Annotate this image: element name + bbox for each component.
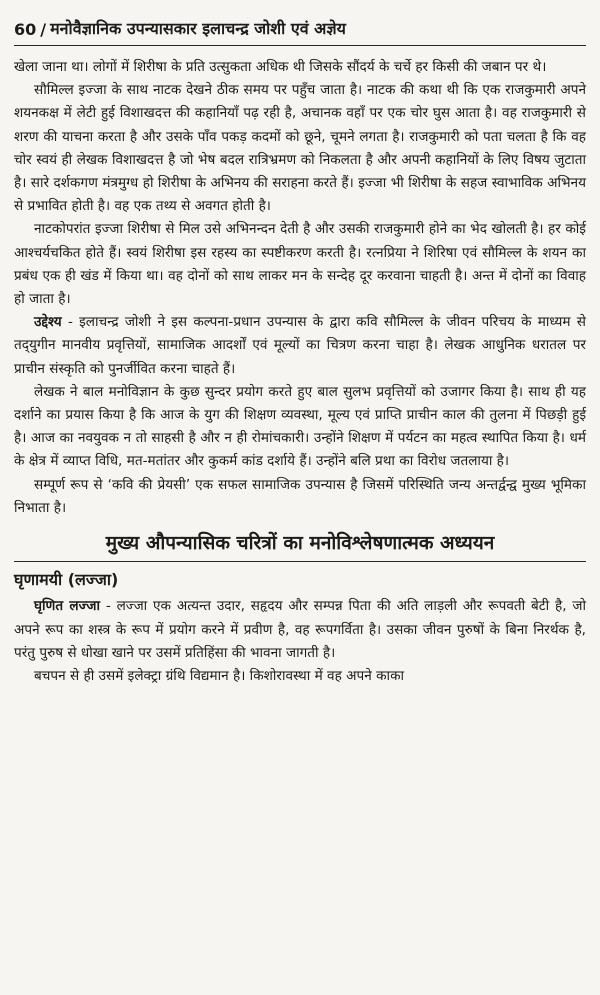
paragraph-ending	[14, 218, 586, 311]
paragraph-text: सौमिल्ल इज्जा के साथ नाटक देखने ठीक समय पर पहुँच जाता है। नाटक की कथा थी कि एक राजकुमारी अपने शयनकक्ष में लेटी हुई विशाखदत्त की कहानियाँ पढ़ रही है, अचानक वहाँ पर एक चोर घुस आता है। वह राजकुमारी से शरण की याचना करता है और उसके पाँव पकड़ कदमों को छूने, चूमने लगता है। राजकुमारी को पता चलता है कि वह चोर स्वयं ही लेखक विशाखदत्त है जो भेष बदल रात्रिभ्रमण को निकलता है और अपनी कहानियों के लिए विषय जुटाता है। सारे दर्शकगण मंत्रमुग्ध हो शिरीषा के अभिनय की सराहना करते हैं। इज्जा भी शिरीषा के सहज स्वाभाविक अभिनय से प्रभावित होती है। वह एक तथ्य से अवगत होती है।	[14, 82, 586, 215]
paragraph-text: बचपन से ही उसमें इलेक्ट्रा ग्रंथि विद्यमान है। किशोरावस्था में वह अपने काका	[34, 668, 405, 685]
section-title: मुख्य औपन्यासिक चरित्रों का मनोविश्लेषणात्मक अध्ययन	[14, 532, 586, 562]
sub-heading: घृणामयी (लज्जा)	[14, 570, 119, 590]
paragraph-lajja	[14, 595, 586, 665]
paragraph-childhood	[14, 665, 586, 688]
paragraph-continued	[14, 56, 586, 79]
paragraph-lead: उद्देश्य	[34, 314, 62, 331]
paragraph-text: - लज्जा एक अत्यन्त उदार, सहृदय और सम्पन्न पिता की अति लाड़ली और रूपवती बेटी है, जो अपने रूप का शस्त्र के रूप में प्रयोग करने में प्रवीण है, वह रूपगर्विता है। उसका जीवन पुरुषों के बिना निरर्थक है, परंतु पुरुष से धोखा खाने पर उसमें प्रतिहिंसा की भावना जागती है।	[14, 598, 586, 661]
running-title: मनोवैज्ञानिक उपन्यासकार इलाचन्द्र जोशी एवं अज्ञेय	[50, 19, 346, 38]
page-header	[14, 0, 586, 46]
paragraph-psychology	[14, 381, 586, 474]
paragraph-lead: घृणित लज्जा	[34, 598, 100, 615]
paragraph-text: खेला जाना था। लोगों में शिरीषा के प्रति उत्सुकता अधिक थी जिसके सौंदर्य के चर्चे हर किसी की जबान पर थे।	[14, 59, 547, 75]
header-separator: /	[40, 20, 47, 39]
paragraph-text: सम्पूर्ण रूप से ‘कवि की प्रेयसी’ एक सफल सामाजिक उपन्यास है जिसमें परिस्थिति जन्य अन्तर्द्वन्द्व मुख्य भूमिका निभाता है।	[14, 476, 586, 516]
paragraph-purpose	[14, 311, 586, 381]
page-number: 60	[14, 20, 37, 39]
paragraph-plot	[14, 79, 586, 218]
paragraph-text: नाटकोपरांत इज्जा शिरीषा से मिल उसे अभिनन्दन देती है और उसकी राजकुमारी होने का भेद खोलती है। हर कोई आश्चर्यचकित होते हैं। स्वयं शिरीषा इस रहस्य का स्पष्टीकरण करती है। रत्नप्रिया ने शिरिषा एवं सौमिल्ल के शयन का प्रबंध एक ही खंड में किया था। वह दोनों को साथ लाकर मन के सन्देह दूर करवाना चाहती है। अन्त में दोनों का विवाह हो जाता है।	[14, 221, 586, 308]
page-body	[14, 46, 586, 688]
paragraph-text: - इलाचन्द्र जोशी ने इस कल्पना-प्रधान उपन्यास के द्वारा कवि सौमिल्ल के जीवन परिचय के माध्यम से तद्‌युगीन मानवीय प्रवृत्तियों, सामाजिक आदर्शों एवं मूल्यों का चित्रण करना चाहा है। लेखक आधुनिक धरातल पर प्राचीन संस्कृति को पुनर्जीवित करना चाहते हैं।	[14, 314, 586, 377]
paragraph-conclusion	[14, 474, 586, 520]
paragraph-text: लेखक ने बाल मनोविज्ञान के कुछ सुन्दर प्रयोग करते हुए बाल सुलभ प्रवृत्तियों को उजागर किया है। साथ ही यह दर्शाने का प्रयास किया है कि आज के युग की शिक्षण व्यवस्था, मूल्य एवं प्राप्ति प्राचीन काल की तुलना में पिछड़ी हुई है। आज का नवयुवक न तो साहसी है और न ही रोमांचकारी। उन्होंने शिक्षण में पर्यटन का महत्व स्थापित किया है। धर्म के क्षेत्र में व्याप्त विधि, मत-मतांतर और कुकर्म कांड दर्शाये हैं। उन्होंने बलि प्रथा का विरोध जतलाया है।	[14, 383, 586, 470]
